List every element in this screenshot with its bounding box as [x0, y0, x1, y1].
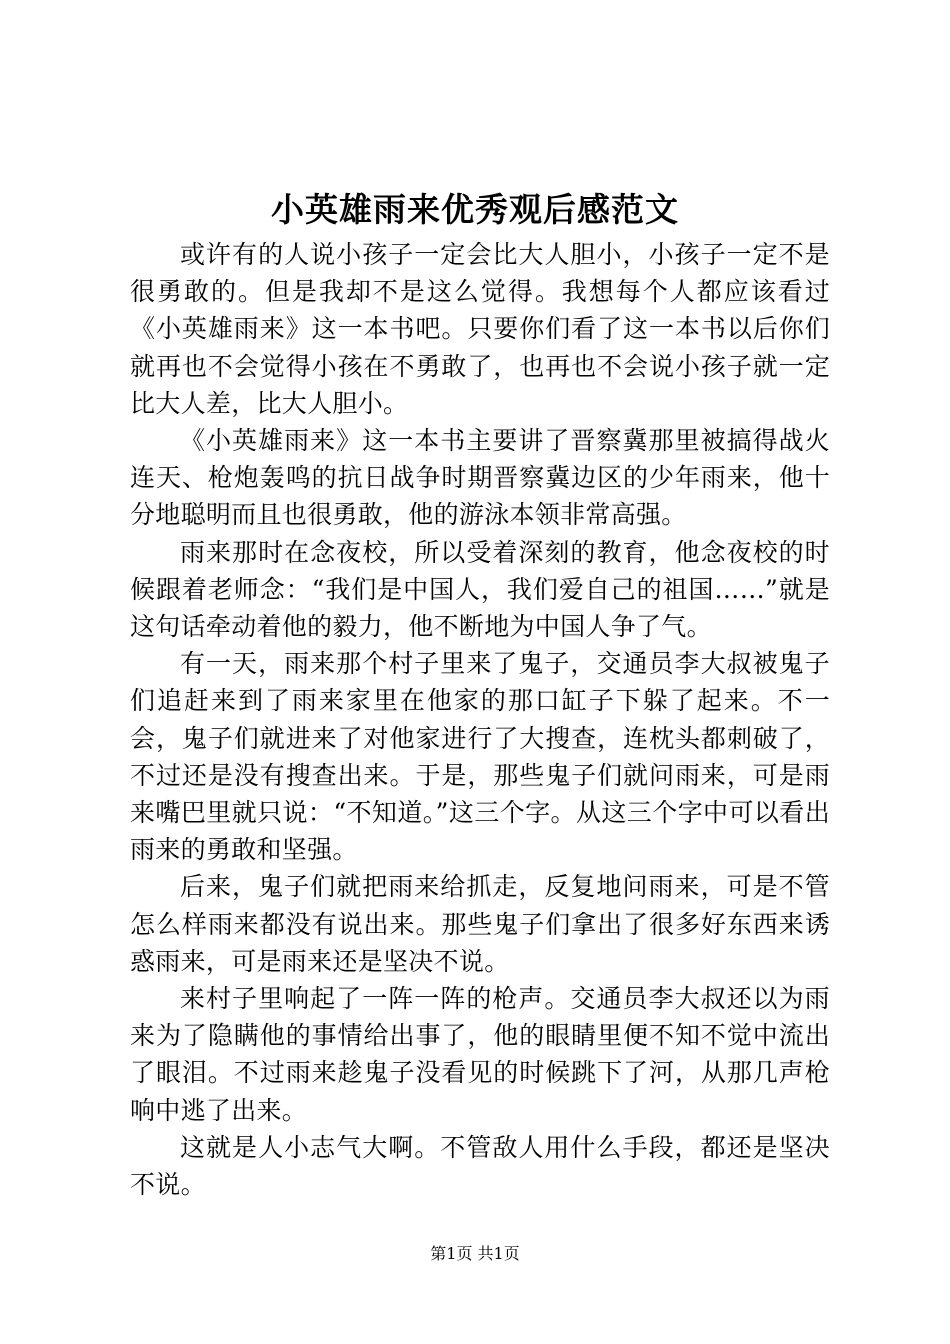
document-body — [130, 236, 830, 1203]
page-title: 小英雄雨来优秀观后感范文 — [271, 190, 679, 229]
paragraph: 来村子里响起了一阵一阵的枪声。交通员李大叔还以为雨来为了隐瞒他的事情给出事了，他的眼睛里便不知不觉中流出了眼泪。不过雨来趁鬼子没看见的时候跳下了河，从那几声枪响中逃了出来。 — [130, 984, 830, 1125]
paragraph: 雨来那时在念夜校，所以受着深刻的教育，他念夜校的时候跟着老师念：“我们是中国人，我们爱自己的祖国……”就是这句话牵动着他的毅力，他不断地为中国人争了气。 — [130, 537, 830, 642]
page-footer: 第1页 共1页 — [430, 1244, 520, 1263]
paragraph: 《小英雄雨来》这一本书主要讲了晋察冀那里被搞得战火连天、枪炮轰鸣的抗日战争时期晋察冀边区的少年雨来，他十分地聪明而且也很勇敢，他的游泳本领非常高强。 — [130, 426, 830, 530]
paragraph: 后来，鬼子们就把雨来给抓走，反复地问雨来，可是不管怎么样雨来都没有说出来。那些鬼子们拿出了很多好东西来诱惑雨来，可是雨来还是坚决不说。 — [130, 872, 830, 976]
paragraph: 有一天，雨来那个村子里来了鬼子，交通员李大叔被鬼子们追赶来到了雨来家里在他家的那口缸子下躲了起来。不一会，鬼子们就进来了对他家进行了大搜查，连枕头都刺破了，不过还是没有搜查出来。于是，那些鬼子们就问雨来，可是雨来嘴巴里就只说：“不知道。”这三个字。从这三个字中可以看出雨来的勇敢和坚强。 — [130, 649, 830, 865]
paragraph: 这就是人小志气大啊。不管敌人用什么手段，都还是坚决不说。 — [130, 1132, 830, 1200]
paragraph: 或许有的人说小孩子一定会比大人胆小，小孩子一定不是很勇敢的。但是我却不是这么觉得。我想每个人都应该看过《小英雄雨来》这一本书吧。只要你们看了这一本书以后你们就再也不会觉得小孩在不勇敢了，也再也不会说小孩子就一定比大人差，比大人胆小。 — [130, 240, 830, 418]
